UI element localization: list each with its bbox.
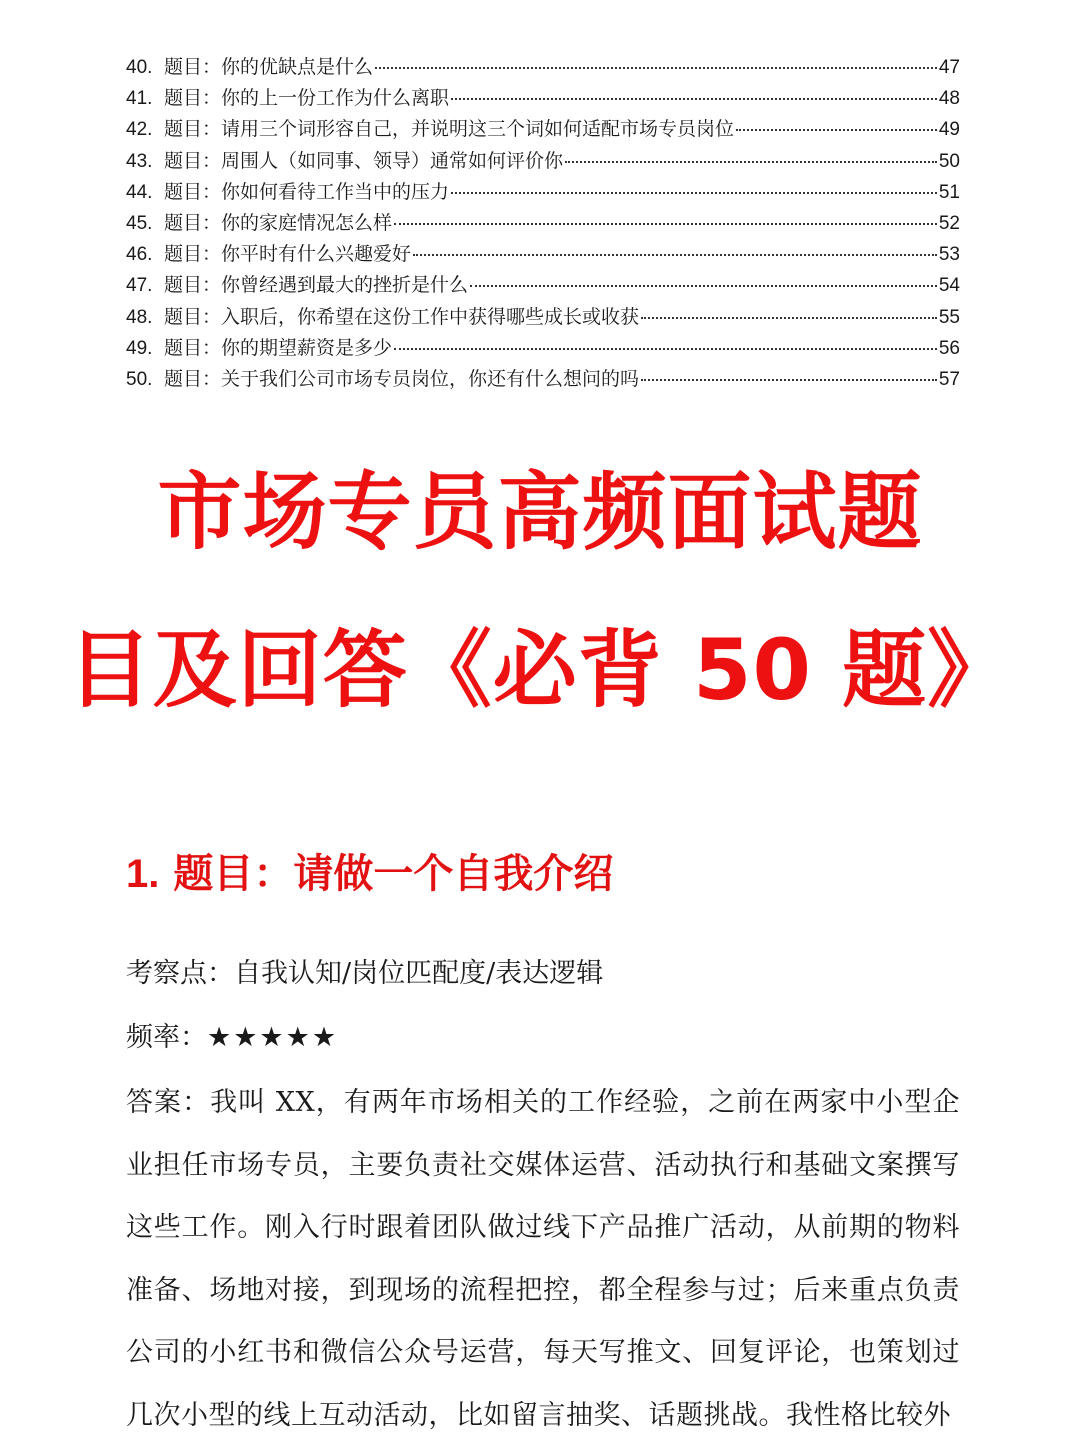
toc-title: 题目：入职后，你希望在这份工作中获得哪些成长或收获 [164, 305, 640, 328]
toc-page-number: 49 [938, 119, 960, 141]
toc-title: 题目：你平时有什么兴趣爱好 [164, 243, 412, 266]
toc-row[interactable] [126, 83, 960, 114]
toc-number: 42. [126, 119, 153, 141]
toc-row[interactable] [126, 52, 960, 83]
question-heading [126, 842, 613, 906]
frequency-label: 频率： [126, 1022, 207, 1053]
table-of-contents [126, 52, 960, 395]
toc-leader-dots [641, 316, 937, 319]
toc-row[interactable] [126, 146, 960, 177]
toc-page-number: 54 [938, 275, 960, 297]
toc-number: 49. [126, 337, 153, 359]
toc-leader-dots [565, 160, 937, 163]
toc-page-number: 51 [938, 181, 960, 203]
main-title-line-2: 目及回答《必背 50 题》 [67, 621, 1013, 719]
toc-row[interactable] [126, 114, 960, 145]
toc-leader-dots [375, 66, 937, 69]
question-title: 题目：请做一个自我介绍 [173, 851, 614, 897]
toc-page-number: 53 [938, 244, 960, 266]
toc-page-number: 56 [938, 337, 960, 359]
frequency-stars: ★★★★★ [207, 1022, 339, 1053]
toc-page-number: 57 [938, 368, 960, 390]
toc-row[interactable] [126, 208, 960, 239]
toc-number: 45. [126, 212, 153, 234]
toc-number: 43. [126, 150, 153, 172]
toc-title: 题目：请用三个词形容自己，并说明这三个词如何适配市场专员岗位 [164, 118, 735, 141]
toc-leader-dots [641, 378, 937, 381]
toc-number: 44. [126, 181, 153, 203]
toc-title: 题目：你如何看待工作当中的压力 [164, 180, 450, 203]
toc-row[interactable] [126, 239, 960, 270]
toc-leader-dots [470, 284, 937, 287]
toc-page-number: 55 [938, 306, 960, 328]
toc-leader-dots [394, 222, 937, 225]
toc-page-number: 50 [938, 150, 960, 172]
answer-paragraph: 答案：我叫 XX，有两年市场相关的工作经验，之前在两家中小型企业担任市场专员，主要负责社交媒体运营、活动执行和基础文案撰写这些工作。刚入行时跟着团队做过线下产品推广活动，从前期的物料准备、场地对接，到现场的流程把控，都全程参与过；后来重点负责公司的小红书和微信公众号运营，每天写推文、回复评论，也策划过几次小型的线上互动活动，比如留言抽奖、话题挑战。我性格比较外 [126, 1087, 960, 1431]
toc-title: 题目：你的期望薪资是多少 [164, 336, 393, 359]
toc-title: 题目：你的家庭情况怎么样 [164, 211, 393, 234]
toc-title: 题目：你的上一份工作为什么离职 [164, 87, 450, 110]
toc-leader-dots [451, 191, 937, 194]
toc-leader-dots [736, 128, 937, 131]
toc-leader-dots [451, 97, 937, 100]
toc-row[interactable] [126, 302, 960, 333]
question-number: 1. [126, 852, 160, 896]
toc-number: 46. [126, 244, 153, 266]
toc-row[interactable] [126, 333, 960, 364]
toc-title: 题目：你曾经遇到最大的挫折是什么 [164, 274, 469, 297]
frequency-line [126, 1014, 338, 1062]
toc-number: 40. [126, 57, 153, 78]
toc-page-number: 48 [938, 88, 960, 110]
toc-row[interactable] [126, 270, 960, 301]
toc-row[interactable] [126, 364, 960, 395]
toc-number: 41. [126, 88, 153, 110]
toc-number: 50. [126, 368, 153, 390]
main-title-line-1: 市场专员高频面试题 [157, 463, 923, 561]
focus-label: 考察点： [126, 958, 234, 989]
toc-row[interactable] [126, 177, 960, 208]
toc-number: 47. [126, 275, 153, 297]
toc-number: 48. [126, 306, 153, 328]
toc-leader-dots [394, 347, 937, 350]
toc-title: 题目：关于我们公司市场专员岗位，你还有什么想问的吗 [164, 367, 640, 390]
toc-title: 题目：你的优缺点是什么 [164, 56, 374, 78]
toc-title: 题目：周围人（如同事、领导）通常如何评价你 [164, 149, 564, 172]
toc-page-number: 47 [938, 57, 960, 78]
toc-page-number: 52 [938, 212, 960, 234]
toc-leader-dots [413, 253, 937, 256]
focus-line [126, 950, 603, 998]
focus-value: 自我认知/岗位匹配度/表达逻辑 [234, 958, 604, 989]
